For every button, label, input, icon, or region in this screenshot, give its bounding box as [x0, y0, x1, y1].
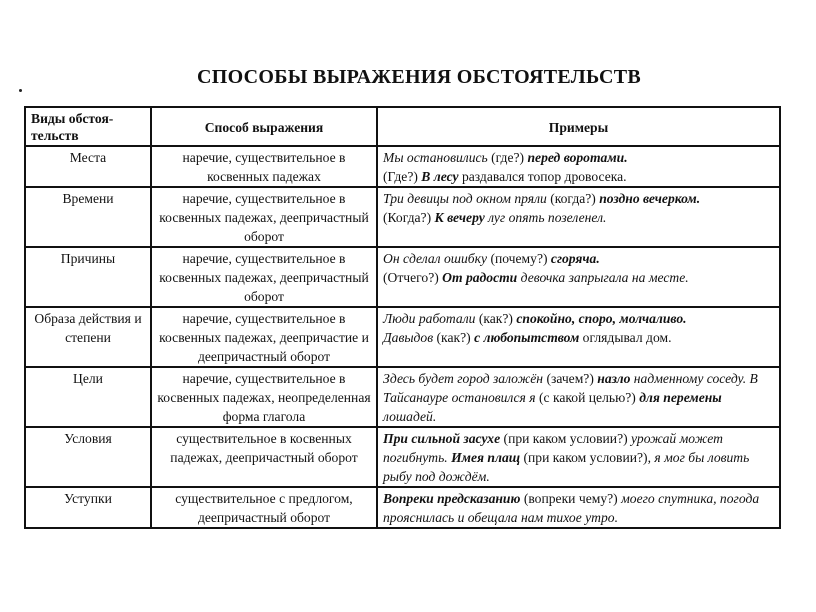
example-highlight: для перемены — [639, 390, 722, 405]
example-text: (Где?) — [383, 169, 422, 184]
row-method: наречие, существительное в косвенных падежах, деепричастный оборот — [151, 247, 377, 307]
example-text: (когда?) — [550, 191, 600, 206]
example-text: (где?) — [491, 150, 528, 165]
example-text: Три девицы под окном пряли — [383, 191, 551, 206]
row-examples — [377, 146, 780, 187]
example-sentence — [383, 309, 774, 328]
row-kind: Условия — [25, 427, 151, 487]
example-highlight: спокойно, споро, молчаливо. — [516, 311, 687, 326]
header-examples: Примеры — [377, 107, 780, 146]
example-highlight: сгоряча. — [550, 251, 600, 266]
example-text: луг опять позеленел. — [484, 210, 607, 225]
example-text: (зачем?) — [546, 371, 598, 386]
header-method: Способ выражения — [151, 107, 377, 146]
example-text: я мог бы ловить рыбу под дождём. — [383, 450, 750, 484]
example-text: раздавался топор дровосека. — [458, 169, 627, 184]
row-examples — [377, 367, 780, 427]
example-text: урожай может погибнуть. — [383, 431, 723, 465]
table-row — [25, 146, 780, 187]
example-sentence — [383, 489, 774, 527]
example-text: (при каком условии?) — [500, 431, 632, 446]
example-text: Люди работали — [383, 311, 479, 326]
row-method: наречие, существительное в косвенных падежах, деепричастие и деепричастный оборот — [151, 307, 377, 367]
example-text: Мы остановились — [383, 150, 492, 165]
table-row — [25, 247, 780, 307]
example-text: Давыдов — [383, 330, 437, 345]
table-row — [25, 367, 780, 427]
table-row — [25, 487, 780, 528]
example-highlight: К вечеру — [434, 210, 485, 225]
row-method: существительное с предлогом, деепричастный оборот — [151, 487, 377, 528]
row-kind: Причины — [25, 247, 151, 307]
table-header-row — [25, 107, 780, 146]
example-text: (как?) — [436, 330, 475, 345]
example-highlight: При сильной засухе — [383, 431, 501, 446]
header-kind: Виды обстоя-тельств — [25, 107, 151, 146]
example-highlight: с любопытством — [474, 330, 580, 345]
row-kind: Цели — [25, 367, 151, 427]
table-row — [25, 427, 780, 487]
example-sentence — [383, 167, 774, 186]
example-highlight: Вопреки предсказанию — [383, 491, 521, 506]
example-text: Он сделал ошибку — [383, 251, 491, 266]
example-text: девочка запрыгала на месте. — [517, 270, 689, 285]
example-highlight: поздно вечерком. — [599, 191, 701, 206]
example-text: надменному соседу. В Тайсанауре остановился я — [383, 371, 758, 405]
example-sentence — [383, 208, 774, 227]
example-sentence — [383, 148, 774, 167]
example-text: (почему?) — [490, 251, 551, 266]
row-examples — [377, 487, 780, 528]
row-method: наречие, существительное в косвенных падежах, деепричастный оборот — [151, 187, 377, 247]
example-text: (вопреки чему?) — [520, 491, 622, 506]
example-highlight: перед воротами. — [527, 150, 628, 165]
row-examples — [377, 187, 780, 247]
example-highlight: От радости — [442, 270, 518, 285]
example-sentence — [383, 369, 774, 426]
table-row — [25, 307, 780, 367]
example-text: лошадей. — [383, 409, 437, 424]
example-sentence — [383, 189, 774, 208]
example-highlight: В лесу — [421, 169, 459, 184]
example-sentence — [383, 268, 774, 287]
example-text: моего спутника, погода прояснилась и обещала нам тихое утро. — [383, 491, 760, 525]
table-row — [25, 187, 780, 247]
example-text: (Отчего?) — [383, 270, 443, 285]
row-kind: Места — [25, 146, 151, 187]
row-method: существительное в косвенных падежах, деепричастный оборот — [151, 427, 377, 487]
row-method: наречие, существительное в косвенных падежах — [151, 146, 377, 187]
row-method: наречие, существительное в косвенных падежах, неопределенная форма глагола — [151, 367, 377, 427]
row-examples — [377, 307, 780, 367]
example-text: Здесь будет город заложён — [383, 371, 547, 386]
example-sentence — [383, 328, 774, 347]
example-highlight: Имея плащ — [451, 450, 521, 465]
row-examples — [377, 427, 780, 487]
page-title: СПОСОБЫ ВЫРАЖЕНИЯ ОБСТОЯТЕЛЬСТВ — [196, 66, 642, 88]
example-highlight: назло — [597, 371, 631, 386]
example-text: (Когда?) — [383, 210, 435, 225]
stray-dot — [19, 89, 22, 92]
example-text: (с какой целью?) — [539, 390, 640, 405]
example-text: оглядывал дом. — [579, 330, 672, 345]
circumstances-table — [24, 106, 781, 529]
example-sentence — [383, 429, 774, 486]
row-examples — [377, 247, 780, 307]
row-kind: Времени — [25, 187, 151, 247]
example-text: (при каком условии?), — [520, 450, 655, 465]
row-kind: Образа действия и степени — [25, 307, 151, 367]
example-text: (как?) — [478, 311, 517, 326]
row-kind: Уступки — [25, 487, 151, 528]
example-sentence — [383, 249, 774, 268]
